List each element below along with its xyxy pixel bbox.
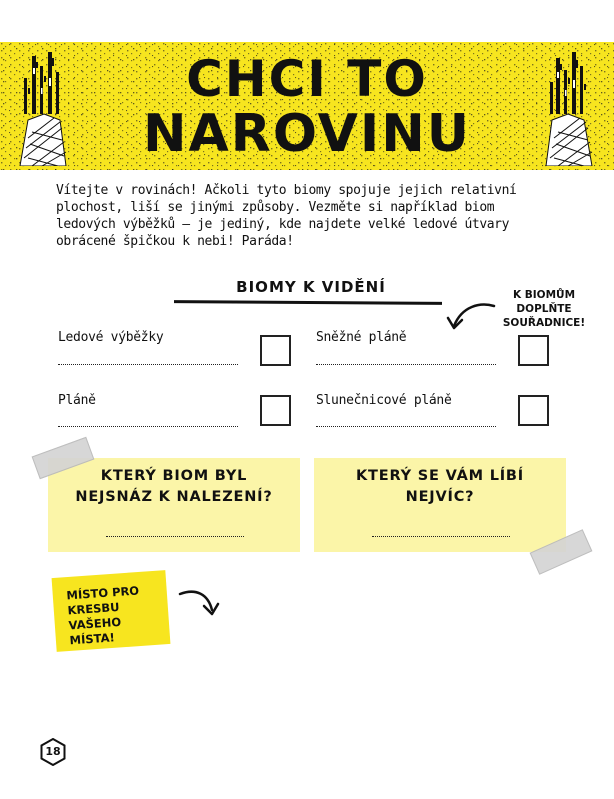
biome-label: Pláně bbox=[58, 393, 96, 408]
note-line: VAŠEHO MÍSTA! bbox=[68, 614, 122, 648]
coordinates-line[interactable] bbox=[58, 426, 238, 427]
biome-label: Sněžné pláně bbox=[316, 330, 407, 345]
question-line: NEJSNÁZ K NALEZENÍ? bbox=[75, 489, 273, 505]
curved-arrow-icon bbox=[444, 300, 500, 334]
biomes-heading: BIOMY K VIDĚNÍ bbox=[236, 278, 386, 296]
biome-checkbox[interactable] bbox=[260, 395, 291, 426]
heading-underline bbox=[174, 300, 442, 305]
hint-line: SOUŘADNICE! bbox=[502, 317, 586, 329]
page-number-text: 18 bbox=[45, 745, 61, 758]
question-line: NEJVÍC? bbox=[405, 489, 475, 505]
question-text bbox=[48, 466, 300, 508]
page-title-line1: CHCI TO bbox=[186, 50, 428, 108]
question-text bbox=[314, 466, 566, 508]
curved-arrow-icon bbox=[176, 588, 220, 618]
biome-label: Ledové výběžky bbox=[58, 330, 164, 345]
coordinates-hint bbox=[498, 288, 590, 330]
header-banner bbox=[0, 42, 614, 170]
biome-checkbox[interactable] bbox=[518, 395, 549, 426]
question-line: KTERÝ SE VÁM LÍBÍ bbox=[356, 468, 524, 484]
page-number bbox=[40, 738, 66, 766]
drawing-note-text bbox=[66, 582, 170, 649]
answer-line[interactable] bbox=[106, 536, 244, 537]
page-title-line2: NAROVINU bbox=[143, 104, 471, 164]
coordinates-line[interactable] bbox=[58, 364, 238, 365]
hint-line: DOPLŇTE bbox=[516, 303, 572, 315]
hint-line: K BIOMŮM bbox=[512, 289, 576, 301]
note-line: MÍSTO PRO bbox=[66, 583, 140, 603]
coordinates-line[interactable] bbox=[316, 426, 496, 427]
question-line: KTERÝ BIOM BYL bbox=[100, 468, 248, 484]
biome-label: Slunečnicové pláně bbox=[316, 393, 452, 408]
note-line: KRESBU bbox=[67, 599, 120, 618]
biome-checkbox[interactable] bbox=[518, 335, 549, 366]
answer-line[interactable] bbox=[372, 536, 510, 537]
biome-checkbox[interactable] bbox=[260, 335, 291, 366]
intro-paragraph: Vítejte v rovinách! Ačkoli tyto biomy spojuje jejich relativní plochost, liší se jinými způsoby. Vezměte si například biom ledových výběžků – je jediný, kde najdete velké ledové útvary obrácené špičkou k nebi! Paráda! bbox=[56, 183, 517, 249]
coordinates-line[interactable] bbox=[316, 364, 496, 365]
